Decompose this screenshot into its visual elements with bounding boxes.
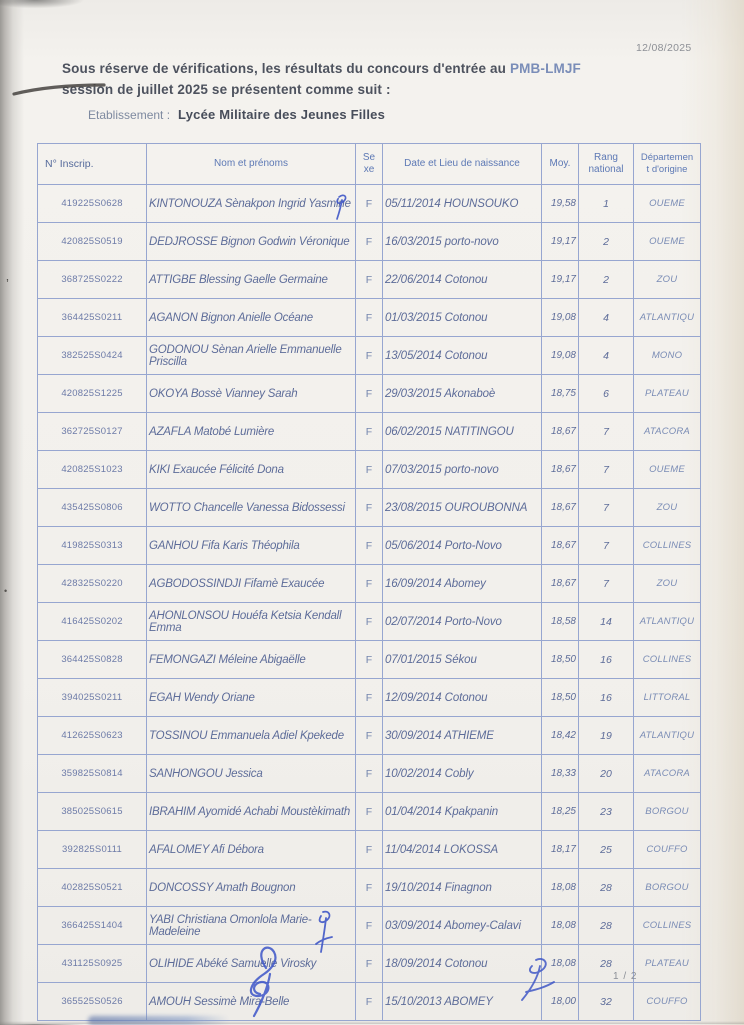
cell-rank: 7 xyxy=(579,489,634,527)
cell-birth: 01/04/2014 Kpakpanin xyxy=(383,793,542,831)
cell-inscription-number: 420825S1225 xyxy=(38,375,147,413)
cell-rank: 23 xyxy=(579,793,634,831)
cell-sex: F xyxy=(356,983,383,1021)
cell-inscription-number: 368725S0222 xyxy=(38,261,147,299)
col-header-label: Départemen xyxy=(640,152,694,163)
col-header-label: Moy. xyxy=(549,158,571,169)
cell-sex: F xyxy=(356,489,383,527)
cell-department: PLATEAU xyxy=(634,375,701,413)
cell-inscription-number: 420825S0519 xyxy=(38,223,147,261)
cell-sex: F xyxy=(356,565,383,603)
cell-rank: 25 xyxy=(579,831,634,869)
cell-average: 18,33 xyxy=(542,755,579,793)
cell-rank: 4 xyxy=(579,337,634,375)
col-header-label: N° Inscrip. xyxy=(45,158,94,170)
intro-brand: PMB-LMJF xyxy=(509,61,581,76)
cell-inscription-number: 365525S0526 xyxy=(38,983,147,1021)
cell-name: DEDJROSSE Bignon Godwin Véronique xyxy=(147,223,356,261)
table-row xyxy=(38,375,701,413)
cell-birth: 07/03/2015 porto-novo xyxy=(383,451,542,489)
cell-average: 19,17 xyxy=(542,261,579,299)
table-row xyxy=(38,755,701,793)
cell-inscription-number: 416425S0202 xyxy=(38,603,147,641)
col-header-label: Se xyxy=(362,152,376,163)
cell-rank: 1 xyxy=(579,185,634,223)
cell-rank: 7 xyxy=(579,527,634,565)
cell-average: 18,08 xyxy=(542,869,579,907)
table-row xyxy=(38,413,701,451)
cell-rank: 16 xyxy=(579,641,634,679)
cell-department: COLLINES xyxy=(634,641,701,679)
table-row xyxy=(38,945,701,983)
cell-average: 18,00 xyxy=(542,983,579,1021)
table-row xyxy=(38,983,701,1021)
margin-speck: ’ xyxy=(6,276,9,291)
col-header-inscription xyxy=(38,144,147,185)
cell-sex: F xyxy=(356,413,383,451)
cell-rank: 6 xyxy=(579,375,634,413)
cell-birth: 10/02/2014 Cobly xyxy=(383,755,542,793)
cell-rank: 20 xyxy=(579,755,634,793)
table-row xyxy=(38,527,701,565)
cell-rank: 28 xyxy=(579,869,634,907)
col-header-average xyxy=(542,144,579,185)
cell-department: COLLINES xyxy=(634,907,701,945)
cell-department: PLATEAU xyxy=(634,945,701,983)
cell-rank: 2 xyxy=(579,261,634,299)
cell-rank: 7 xyxy=(579,565,634,603)
cell-name: TOSSINOU Emmanuela Adiel Kpekede xyxy=(147,717,356,755)
cell-name: AMOUH Sessimè Mira-Belle xyxy=(147,983,356,1021)
cell-average: 19,08 xyxy=(542,337,579,375)
cell-inscription-number: 419225S0628 xyxy=(38,185,147,223)
cell-inscription-number: 392825S0111 xyxy=(38,831,147,869)
cell-sex: F xyxy=(356,679,383,717)
table-row xyxy=(38,869,701,907)
table-row xyxy=(38,679,701,717)
cell-sex: F xyxy=(356,337,383,375)
cell-sex: F xyxy=(356,527,383,565)
col-header-birth xyxy=(383,144,542,185)
cell-name: OLIHIDE Abéké Samuelle Virosky xyxy=(147,945,356,983)
intro-text-line1: Sous réserve de vérifications, les résultats du concours d'entrée au xyxy=(62,61,510,76)
cell-department: MONO xyxy=(634,337,701,375)
scan-date: 12/08/2025 xyxy=(636,42,692,54)
cell-inscription-number: 435425S0806 xyxy=(38,489,147,527)
margin-speck: • xyxy=(4,586,8,596)
cell-name: FEMONGAZI Méleine Abigaëlle xyxy=(147,641,356,679)
cell-sex: F xyxy=(356,945,383,983)
cell-sex: F xyxy=(356,451,383,489)
cell-department: ZOU xyxy=(634,489,701,527)
cell-inscription-number: 385025S0615 xyxy=(38,793,147,831)
cell-sex: F xyxy=(356,375,383,413)
cell-department: LITTORAL xyxy=(634,679,701,717)
cell-department: ATLANTIQU xyxy=(634,299,701,337)
cell-birth: 22/06/2014 Cotonou xyxy=(383,261,542,299)
table-row xyxy=(38,185,701,223)
cell-name: AFALOMEY Afi Débora xyxy=(147,831,356,869)
cell-inscription-number: 420825S1023 xyxy=(38,451,147,489)
cell-name: AGBODOSSINDJI Fifamè Exaucée xyxy=(147,565,356,603)
cell-rank: 19 xyxy=(579,717,634,755)
cell-average: 18,58 xyxy=(542,603,579,641)
cell-inscription-number: 364425S0211 xyxy=(38,299,147,337)
cell-average: 18,67 xyxy=(542,527,579,565)
cell-rank: 7 xyxy=(579,413,634,451)
table-row xyxy=(38,831,701,869)
intro-paragraph xyxy=(62,58,652,100)
cell-sex: F xyxy=(356,641,383,679)
cell-average: 18,67 xyxy=(542,489,579,527)
cell-department: COLLINES xyxy=(634,527,701,565)
results-tbody xyxy=(38,185,701,1021)
cell-department: COUFFO xyxy=(634,983,701,1021)
cell-inscription-number: 394025S0211 xyxy=(38,679,147,717)
cell-sex: F xyxy=(356,869,383,907)
cell-department: ZOU xyxy=(634,565,701,603)
cell-average: 19,08 xyxy=(542,299,579,337)
cell-department: BORGOU xyxy=(634,793,701,831)
cell-inscription-number: 402825S0521 xyxy=(38,869,147,907)
cell-average: 18,08 xyxy=(542,945,579,983)
col-header-label: Rang xyxy=(594,152,618,163)
cell-department: BORGOU xyxy=(634,869,701,907)
header-row xyxy=(38,144,701,185)
cell-department: ZOU xyxy=(634,261,701,299)
cell-birth: 11/04/2014 LOKOSSA xyxy=(383,831,542,869)
cell-average: 18,67 xyxy=(542,413,579,451)
cell-name: AHONLONSOU Houéfa Ketsia Kendall Emma xyxy=(147,603,356,641)
cell-birth: 23/08/2015 OUROUBONNA xyxy=(383,489,542,527)
cell-average: 18,25 xyxy=(542,793,579,831)
cell-inscription-number: 431125S0925 xyxy=(38,945,147,983)
cell-average: 18,17 xyxy=(542,831,579,869)
cell-sex: F xyxy=(356,907,383,945)
col-header-label: t d'origine xyxy=(646,164,688,175)
cell-average: 19,17 xyxy=(542,223,579,261)
etablissement-label: Etablissement : xyxy=(88,108,171,122)
cell-birth: 07/01/2015 Sékou xyxy=(383,641,542,679)
col-header-sex xyxy=(356,144,383,185)
cell-inscription-number: 412625S0623 xyxy=(38,717,147,755)
cell-name: WOTTO Chancelle Vanessa Bidossessi xyxy=(147,489,356,527)
table-row xyxy=(38,907,701,945)
cell-name: OKOYA Bossè Vianney Sarah xyxy=(147,375,356,413)
cell-inscription-number: 362725S0127 xyxy=(38,413,147,451)
cell-average: 18,50 xyxy=(542,641,579,679)
cell-average: 18,50 xyxy=(542,679,579,717)
col-header-label: national xyxy=(588,164,624,175)
table-row xyxy=(38,717,701,755)
cell-birth: 06/02/2015 NATITINGOU xyxy=(383,413,542,451)
cell-sex: F xyxy=(356,793,383,831)
cell-sex: F xyxy=(356,299,383,337)
cell-birth: 29/03/2015 Akonaboè xyxy=(383,375,542,413)
cell-department: OUEME xyxy=(634,451,701,489)
cell-rank: 32 xyxy=(579,983,634,1021)
cell-birth: 03/09/2014 Abomey-Calavi xyxy=(383,907,542,945)
etablissement-line xyxy=(88,107,385,122)
cell-name: YABI Christiana Omonlola Marie-Madeleine xyxy=(147,907,356,945)
cell-sex: F xyxy=(356,755,383,793)
cell-birth: 18/09/2014 Cotonou xyxy=(383,945,542,983)
cell-average: 18,67 xyxy=(542,565,579,603)
cell-department: OUEME xyxy=(634,185,701,223)
cell-birth: 02/07/2014 Porto-Novo xyxy=(383,603,542,641)
cell-sex: F xyxy=(356,261,383,299)
cell-name: ATTIGBE Blessing Gaelle Germaine xyxy=(147,261,356,299)
cell-average: 19,58 xyxy=(542,185,579,223)
cell-department: COUFFO xyxy=(634,831,701,869)
cell-birth: 15/10/2013 ABOMEY xyxy=(383,983,542,1021)
table-row xyxy=(38,565,701,603)
cell-birth: 12/09/2014 Cotonou xyxy=(383,679,542,717)
cell-birth: 13/05/2014 Cotonou xyxy=(383,337,542,375)
results-table xyxy=(37,143,701,1021)
cell-department: OUEME xyxy=(634,223,701,261)
table-row xyxy=(38,793,701,831)
cell-name: KIKI Exaucée Félicité Dona xyxy=(147,451,356,489)
cell-inscription-number: 359825S0814 xyxy=(38,755,147,793)
cell-department: ATLANTIQU xyxy=(634,717,701,755)
cell-rank: 7 xyxy=(579,451,634,489)
cell-department: ATACORA xyxy=(634,413,701,451)
table-row xyxy=(38,337,701,375)
col-header-label: xe xyxy=(363,164,375,175)
cell-birth: 30/09/2014 ATHIEME xyxy=(383,717,542,755)
cell-birth: 05/11/2014 HOUNSOUKO xyxy=(383,185,542,223)
cell-birth: 16/09/2014 Abomey xyxy=(383,565,542,603)
cell-birth: 16/03/2015 porto-novo xyxy=(383,223,542,261)
cell-rank: 28 xyxy=(579,945,634,983)
cell-sex: F xyxy=(356,717,383,755)
col-header-rank xyxy=(579,144,634,185)
cell-birth: 19/10/2014 Finagnon xyxy=(383,869,542,907)
cell-inscription-number: 419825S0313 xyxy=(38,527,147,565)
cell-inscription-number: 364425S0828 xyxy=(38,641,147,679)
cell-name: KINTONOUZA Sènakpon Ingrid Yasmine xyxy=(147,185,356,223)
cell-name: AZAFLA Matobé Lumière xyxy=(147,413,356,451)
cell-rank: 4 xyxy=(579,299,634,337)
cell-name: DONCOSSY Amath Bougnon xyxy=(147,869,356,907)
col-header-label: Date et Lieu de naissance xyxy=(404,158,520,169)
cell-sex: F xyxy=(356,831,383,869)
cell-birth: 01/03/2015 Cotonou xyxy=(383,299,542,337)
cell-rank: 16 xyxy=(579,679,634,717)
col-header-label: Nom et prénoms xyxy=(214,158,288,169)
cell-name: AGANON Bignon Anielle Océane xyxy=(147,299,356,337)
cell-name: EGAH Wendy Oriane xyxy=(147,679,356,717)
col-header-name xyxy=(147,144,356,185)
table-row xyxy=(38,489,701,527)
cell-name: SANHONGOU Jessica xyxy=(147,755,356,793)
cell-inscription-number: 382525S0424 xyxy=(38,337,147,375)
cell-department: ATLANTIQU xyxy=(634,603,701,641)
etablissement-value: Lycée Militaire des Jeunes Filles xyxy=(178,107,386,122)
cell-sex: F xyxy=(356,223,383,261)
cell-department: ATACORA xyxy=(634,755,701,793)
cell-birth: 05/06/2014 Porto-Novo xyxy=(383,527,542,565)
cell-name: GODONOU Sènan Arielle Emmanuelle Priscilla xyxy=(147,337,356,375)
cell-inscription-number: 366425S1404 xyxy=(38,907,147,945)
table-row xyxy=(38,603,701,641)
intro-text-line2: session de juillet 2025 se présentent comme suit : xyxy=(62,82,391,97)
cell-sex: F xyxy=(356,185,383,223)
cell-average: 18,08 xyxy=(542,907,579,945)
cell-rank: 28 xyxy=(579,907,634,945)
page-number: 1 / 2 xyxy=(613,971,638,982)
cell-rank: 14 xyxy=(579,603,634,641)
cell-name: IBRAHIM Ayomidé Achabi Moustèkimath xyxy=(147,793,356,831)
cell-sex: F xyxy=(356,603,383,641)
cell-average: 18,67 xyxy=(542,451,579,489)
cell-inscription-number: 428325S0220 xyxy=(38,565,147,603)
table-row xyxy=(38,641,701,679)
cell-name: GANHOU Fifa Karis Théophila xyxy=(147,527,356,565)
table-row xyxy=(38,223,701,261)
col-header-department xyxy=(634,144,701,185)
table-row xyxy=(38,299,701,337)
table-row xyxy=(38,451,701,489)
results-table-header xyxy=(38,144,701,185)
cell-average: 18,75 xyxy=(542,375,579,413)
cell-average: 18,42 xyxy=(542,717,579,755)
cell-rank: 2 xyxy=(579,223,634,261)
table-row xyxy=(38,261,701,299)
